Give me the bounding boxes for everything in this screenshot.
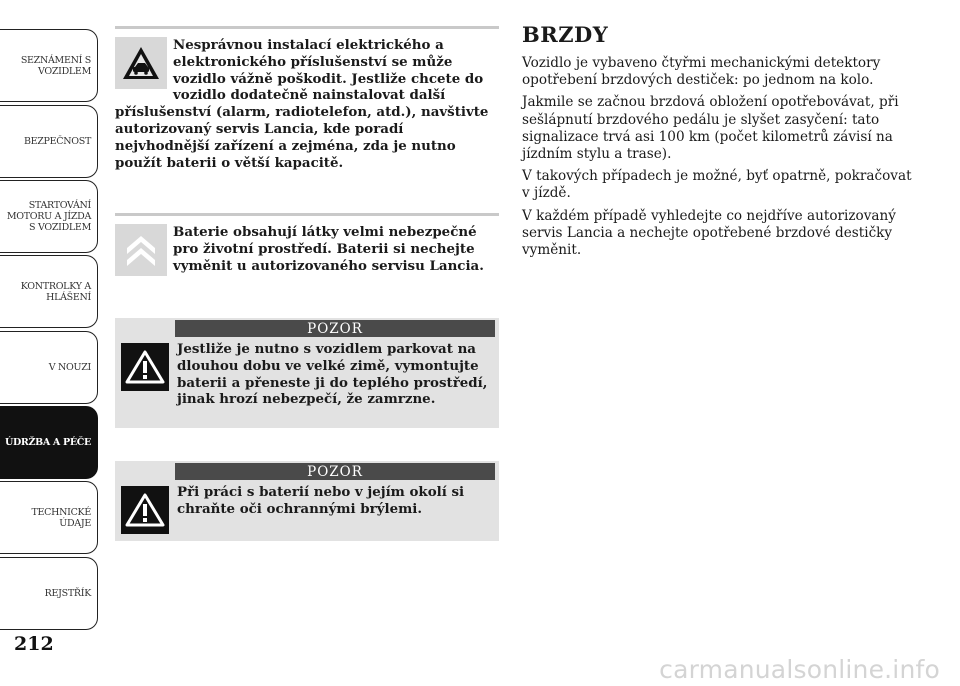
recycle-chevron-icon [115,224,167,276]
tab-technicke[interactable] [0,481,98,554]
exclamation-triangle-icon [121,343,169,391]
section-heading: BRZDY [522,22,609,47]
tab-label: REJSTŘÍK [44,588,91,599]
tab-label: TECHNICKÉ ÚDAJE [31,506,91,529]
page-number: 212 [14,633,54,655]
chapter-tabs [0,0,100,686]
brakes-section [522,22,922,264]
tab-udrzba-active[interactable] [0,406,98,479]
warning-box-cold [115,318,499,428]
warning-text: Jestliže je nutno s vozidlem parkovat na dlouhou dobu ve velké zimě, vymontujte baterii a přeneste ji do teplého prostředí, jinak hrozí nebezpečí, že zamrzne. [177,341,488,408]
warning-title: POZOR [175,463,495,480]
paragraph: Vozidlo je vybaveno čtyřmi mechanickými detektory opotřebení brzdových destiček: po jednom na kolo. [522,55,881,89]
tab-label: V NOUZI [48,362,91,373]
exclamation-triangle-icon [121,486,169,534]
tab-label: KONTROLKY A HLÁŠENÍ [20,280,91,303]
car-warning-triangle-icon [115,37,167,89]
tab-seznameni[interactable] [0,29,98,102]
tab-v-nouzi[interactable] [0,331,98,404]
watermark: carmanualsonline.info [659,655,940,684]
note-text: Nesprávnou instalací elektrického a elektronického příslušenství se může vozidlo vážně poškodit. Jestliže chcete do vozidlo dodatečně nainstalovat další příslušenství (alarm, radiotelefon, atd.), navštivte autorizovaný servis Lancia, kde poradí nejvhodnější zařízení a zejména, zda je nutno použít baterii o větší kapacitě. [115,37,489,171]
tab-label: ÚDRŽBA A PÉČE [4,437,91,448]
left-column [115,26,499,541]
paragraph: Jakmile se začnou brzdová obložení opotřebovávat, při sešlápnutí brzdového pedálu je slyšet zasyčení: tato signalizace trvá asi 100 km (počet kilometrů závisí na jízdním stylu a trase). [522,94,899,163]
tab-label: STARTOVÁNÍ MOTORU A JÍZDA S VOZIDLEM [6,200,91,233]
tab-kontrolky[interactable] [0,255,98,328]
tab-label: SEZNÁMENÍ S VOZIDLEM [20,54,91,77]
tab-bezpecnost[interactable] [0,105,98,178]
tab-startovani[interactable] [0,180,98,253]
warning-text: Při práci s baterií nebo v jejím okolí si chraňte oči ochrannými brýlemi. [177,484,465,517]
paragraph: V každém případě vyhledejte co nejdříve autorizovaný servis Lancia a nechejte opotřebené brzdové destičky vyměnit. [522,207,896,259]
warning-title: POZOR [175,320,495,337]
note-accessories [115,29,499,213]
note-battery-environment [115,216,499,304]
paragraph: V takových případech je možné, byť opatrně, pokračovat v jízdě. [522,168,912,202]
tab-rejstrik[interactable] [0,557,98,630]
tab-label: BEZPEČNOST [23,136,91,147]
warning-box-goggles [115,461,499,541]
note-text: Baterie obsahují látky velmi nebezpečné pro životní prostředí. Baterii si nechejte vyměnit u autorizovaného servisu Lancia. [173,224,484,274]
